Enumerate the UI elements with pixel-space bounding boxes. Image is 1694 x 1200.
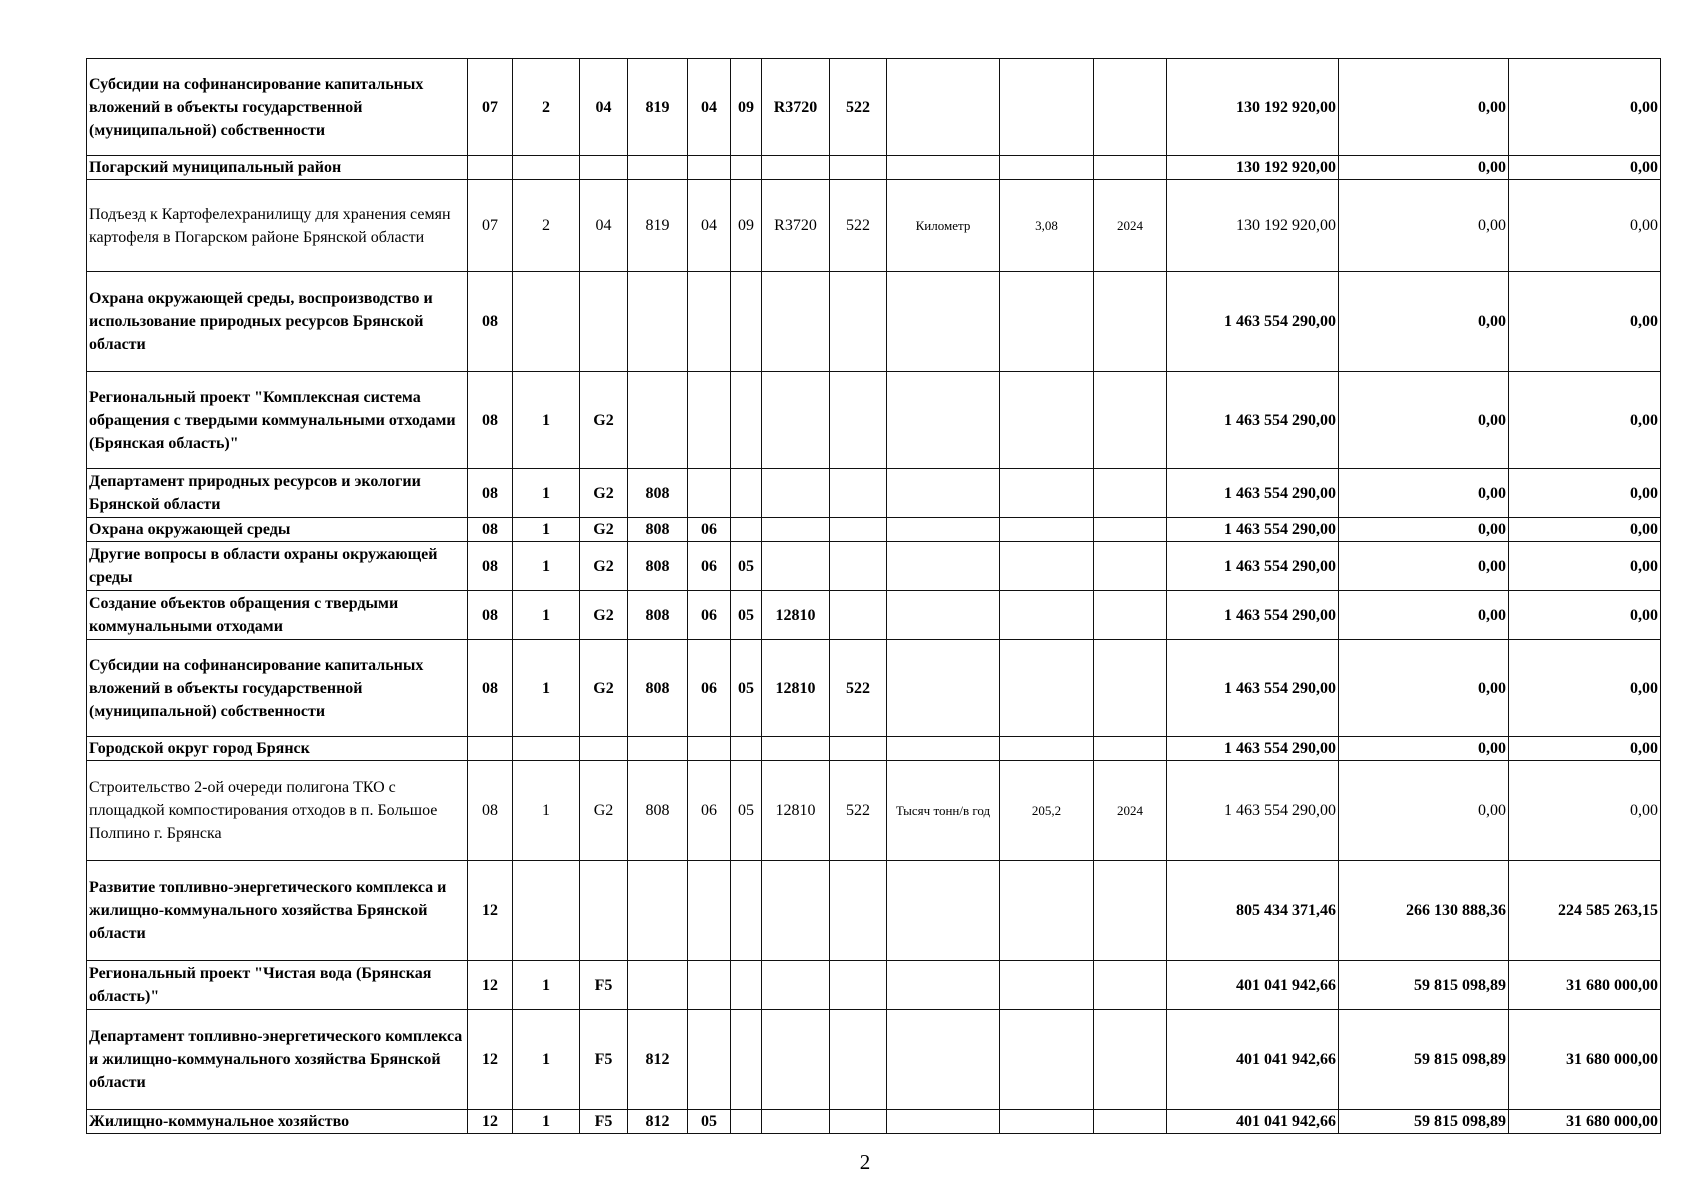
row-program: 08 xyxy=(468,542,513,591)
table-body xyxy=(87,59,1661,1134)
row-program: 12 xyxy=(468,861,513,961)
row-grbs: 808 xyxy=(628,542,688,591)
row-expense-type: 522 xyxy=(830,761,887,861)
row-target-article xyxy=(762,961,830,1010)
row-year xyxy=(1094,861,1167,961)
row-section: 04 xyxy=(688,59,731,156)
row-name: Развитие топливно-энергетического комплекса и жилищно-коммунального хозяйства Брянской области xyxy=(87,861,468,961)
row-program: 08 xyxy=(468,761,513,861)
row-section xyxy=(688,861,731,961)
row-expense-type xyxy=(830,542,887,591)
row-unit xyxy=(887,1110,1000,1134)
row-grbs: 808 xyxy=(628,469,688,518)
row-section: 06 xyxy=(688,518,731,542)
row-project: G2 xyxy=(580,542,628,591)
row-unit xyxy=(887,861,1000,961)
row-year xyxy=(1094,737,1167,761)
row-name: Городской округ город Брянск xyxy=(87,737,468,761)
row-sum-3: 0,00 xyxy=(1509,591,1661,640)
row-year xyxy=(1094,518,1167,542)
row-target-article xyxy=(762,518,830,542)
row-sum-3: 0,00 xyxy=(1509,761,1661,861)
row-sum-3: 31 680 000,00 xyxy=(1509,961,1661,1010)
row-sum-3: 0,00 xyxy=(1509,372,1661,469)
row-name: Субсидии на софинансирование капитальных вложений в объекты государственной (муниципальной) собственности xyxy=(87,640,468,737)
row-expense-type xyxy=(830,737,887,761)
row-section xyxy=(688,1010,731,1110)
row-sum-2: 0,00 xyxy=(1339,761,1509,861)
row-capacity xyxy=(1000,861,1094,961)
row-sum-2: 0,00 xyxy=(1339,737,1509,761)
row-subprogram: 1 xyxy=(513,761,580,861)
row-sum-1: 401 041 942,66 xyxy=(1167,1110,1339,1134)
row-grbs xyxy=(628,372,688,469)
row-unit xyxy=(887,156,1000,180)
row-program: 08 xyxy=(468,469,513,518)
row-year: 2024 xyxy=(1094,180,1167,272)
row-section: 06 xyxy=(688,761,731,861)
row-section: 04 xyxy=(688,180,731,272)
row-year xyxy=(1094,469,1167,518)
row-capacity: 3,08 xyxy=(1000,180,1094,272)
row-unit xyxy=(887,640,1000,737)
row-capacity xyxy=(1000,156,1094,180)
row-sum-3: 224 585 263,15 xyxy=(1509,861,1661,961)
table-row xyxy=(87,372,1661,469)
row-section: 06 xyxy=(688,591,731,640)
row-project: G2 xyxy=(580,591,628,640)
row-name: Подъезд к Картофелехранилищу для хранения семян картофеля в Погарском районе Брянской области xyxy=(87,180,468,272)
row-grbs: 819 xyxy=(628,180,688,272)
row-expense-type xyxy=(830,1110,887,1134)
row-subsection xyxy=(731,1010,762,1110)
row-subprogram: 2 xyxy=(513,59,580,156)
row-target-article: 12810 xyxy=(762,640,830,737)
row-capacity xyxy=(1000,372,1094,469)
row-subsection: 05 xyxy=(731,761,762,861)
row-sum-1: 401 041 942,66 xyxy=(1167,961,1339,1010)
row-section xyxy=(688,737,731,761)
row-subprogram: 1 xyxy=(513,518,580,542)
row-sum-2: 59 815 098,89 xyxy=(1339,1110,1509,1134)
row-expense-type xyxy=(830,518,887,542)
row-sum-2: 0,00 xyxy=(1339,518,1509,542)
row-grbs: 819 xyxy=(628,59,688,156)
row-sum-2: 0,00 xyxy=(1339,591,1509,640)
row-program: 08 xyxy=(468,591,513,640)
row-unit xyxy=(887,469,1000,518)
row-unit: Тысяч тонн/в год xyxy=(887,761,1000,861)
row-name: Погарский муниципальный район xyxy=(87,156,468,180)
row-target-article xyxy=(762,1010,830,1110)
row-subprogram: 1 xyxy=(513,372,580,469)
row-unit xyxy=(887,591,1000,640)
row-project: G2 xyxy=(580,469,628,518)
row-year xyxy=(1094,372,1167,469)
row-sum-1: 1 463 554 290,00 xyxy=(1167,737,1339,761)
row-capacity xyxy=(1000,1110,1094,1134)
row-subsection: 05 xyxy=(731,591,762,640)
row-subsection: 09 xyxy=(731,59,762,156)
row-name: Строительство 2-ой очереди полигона ТКО с площадкой компостирования отходов в п. Большое Полпино г. Брянска xyxy=(87,761,468,861)
row-subprogram: 1 xyxy=(513,1010,580,1110)
row-sum-3: 31 680 000,00 xyxy=(1509,1010,1661,1110)
row-subsection xyxy=(731,156,762,180)
row-target-article: R3720 xyxy=(762,59,830,156)
table-row xyxy=(87,761,1661,861)
row-subprogram: 1 xyxy=(513,1110,580,1134)
row-year: 2024 xyxy=(1094,761,1167,861)
row-project: F5 xyxy=(580,1110,628,1134)
row-section: 06 xyxy=(688,640,731,737)
row-project xyxy=(580,272,628,372)
table-row xyxy=(87,861,1661,961)
table-row xyxy=(87,59,1661,156)
row-capacity xyxy=(1000,272,1094,372)
row-subsection xyxy=(731,961,762,1010)
row-capacity xyxy=(1000,59,1094,156)
row-section xyxy=(688,469,731,518)
row-sum-3: 0,00 xyxy=(1509,518,1661,542)
row-program: 12 xyxy=(468,1010,513,1110)
row-sum-1: 1 463 554 290,00 xyxy=(1167,640,1339,737)
row-target-article xyxy=(762,156,830,180)
row-sum-3: 0,00 xyxy=(1509,59,1661,156)
row-subprogram: 1 xyxy=(513,591,580,640)
table-row xyxy=(87,518,1661,542)
row-sum-2: 59 815 098,89 xyxy=(1339,961,1509,1010)
row-capacity xyxy=(1000,542,1094,591)
row-year xyxy=(1094,1110,1167,1134)
table-row xyxy=(87,180,1661,272)
row-unit xyxy=(887,372,1000,469)
row-year xyxy=(1094,591,1167,640)
row-target-article: R3720 xyxy=(762,180,830,272)
row-subsection xyxy=(731,861,762,961)
budget-table xyxy=(86,58,1661,1134)
row-unit xyxy=(887,59,1000,156)
row-project: G2 xyxy=(580,372,628,469)
row-year xyxy=(1094,542,1167,591)
row-target-article xyxy=(762,372,830,469)
row-sum-2: 0,00 xyxy=(1339,180,1509,272)
row-capacity xyxy=(1000,469,1094,518)
table-row xyxy=(87,737,1661,761)
row-name: Жилищно-коммунальное хозяйство xyxy=(87,1110,468,1134)
row-project: 04 xyxy=(580,59,628,156)
row-name: Создание объектов обращения с твердыми коммунальными отходами xyxy=(87,591,468,640)
row-target-article xyxy=(762,272,830,372)
row-expense-type xyxy=(830,961,887,1010)
row-subsection xyxy=(731,372,762,469)
row-project: F5 xyxy=(580,1010,628,1110)
row-sum-3: 0,00 xyxy=(1509,542,1661,591)
row-program: 07 xyxy=(468,180,513,272)
row-sum-3: 0,00 xyxy=(1509,640,1661,737)
row-subsection xyxy=(731,518,762,542)
row-grbs: 812 xyxy=(628,1110,688,1134)
row-name: Другие вопросы в области охраны окружающей среды xyxy=(87,542,468,591)
row-project: G2 xyxy=(580,518,628,542)
row-sum-1: 1 463 554 290,00 xyxy=(1167,372,1339,469)
row-sum-2: 0,00 xyxy=(1339,469,1509,518)
row-sum-1: 130 192 920,00 xyxy=(1167,180,1339,272)
row-unit xyxy=(887,518,1000,542)
row-year xyxy=(1094,156,1167,180)
row-name: Охрана окружающей среды xyxy=(87,518,468,542)
table-row xyxy=(87,640,1661,737)
row-expense-type xyxy=(830,372,887,469)
row-subprogram: 1 xyxy=(513,640,580,737)
row-section xyxy=(688,961,731,1010)
row-subsection xyxy=(731,737,762,761)
row-project: G2 xyxy=(580,640,628,737)
row-sum-3: 0,00 xyxy=(1509,469,1661,518)
row-sum-2: 0,00 xyxy=(1339,156,1509,180)
row-unit xyxy=(887,272,1000,372)
row-sum-2: 0,00 xyxy=(1339,372,1509,469)
table-row xyxy=(87,961,1661,1010)
row-sum-2: 266 130 888,36 xyxy=(1339,861,1509,961)
row-sum-2: 0,00 xyxy=(1339,272,1509,372)
row-capacity xyxy=(1000,640,1094,737)
row-program: 08 xyxy=(468,640,513,737)
row-target-article xyxy=(762,469,830,518)
row-name: Департамент топливно-энергетического комплекса и жилищно-коммунального хозяйства Брянской области xyxy=(87,1010,468,1110)
row-subprogram: 1 xyxy=(513,542,580,591)
row-unit xyxy=(887,542,1000,591)
row-grbs: 808 xyxy=(628,591,688,640)
row-sum-2: 59 815 098,89 xyxy=(1339,1010,1509,1110)
row-program: 08 xyxy=(468,272,513,372)
row-capacity xyxy=(1000,591,1094,640)
row-grbs: 808 xyxy=(628,518,688,542)
table-row xyxy=(87,1110,1661,1134)
row-name: Департамент природных ресурсов и экологии Брянской области xyxy=(87,469,468,518)
row-section xyxy=(688,272,731,372)
table-row xyxy=(87,542,1661,591)
row-sum-1: 401 041 942,66 xyxy=(1167,1010,1339,1110)
row-project xyxy=(580,737,628,761)
row-grbs: 808 xyxy=(628,640,688,737)
row-name: Субсидии на софинансирование капитальных вложений в объекты государственной (муниципальной) собственности xyxy=(87,59,468,156)
row-program: 12 xyxy=(468,1110,513,1134)
row-subprogram: 1 xyxy=(513,469,580,518)
row-sum-2: 0,00 xyxy=(1339,59,1509,156)
row-project: 04 xyxy=(580,180,628,272)
row-unit: Километр xyxy=(887,180,1000,272)
row-expense-type: 522 xyxy=(830,59,887,156)
row-target-article: 12810 xyxy=(762,761,830,861)
row-capacity: 205,2 xyxy=(1000,761,1094,861)
row-year xyxy=(1094,1010,1167,1110)
row-target-article: 12810 xyxy=(762,591,830,640)
row-unit xyxy=(887,961,1000,1010)
table-row xyxy=(87,272,1661,372)
row-sum-1: 1 463 554 290,00 xyxy=(1167,542,1339,591)
row-project xyxy=(580,156,628,180)
table-row xyxy=(87,156,1661,180)
row-expense-type: 522 xyxy=(830,180,887,272)
row-project: G2 xyxy=(580,761,628,861)
row-grbs xyxy=(628,272,688,372)
page-number: 2 xyxy=(859,1150,871,1174)
row-year xyxy=(1094,59,1167,156)
row-sum-1: 1 463 554 290,00 xyxy=(1167,591,1339,640)
row-grbs xyxy=(628,156,688,180)
row-capacity xyxy=(1000,737,1094,761)
row-subprogram: 1 xyxy=(513,961,580,1010)
row-sum-1: 805 434 371,46 xyxy=(1167,861,1339,961)
row-capacity xyxy=(1000,961,1094,1010)
row-section xyxy=(688,156,731,180)
row-target-article xyxy=(762,1110,830,1134)
table-row xyxy=(87,469,1661,518)
row-target-article xyxy=(762,542,830,591)
row-subsection xyxy=(731,469,762,518)
row-expense-type xyxy=(830,272,887,372)
row-sum-1: 130 192 920,00 xyxy=(1167,59,1339,156)
row-program: 07 xyxy=(468,59,513,156)
row-expense-type xyxy=(830,469,887,518)
row-sum-3: 0,00 xyxy=(1509,156,1661,180)
row-program: 08 xyxy=(468,518,513,542)
row-section: 06 xyxy=(688,542,731,591)
row-expense-type xyxy=(830,591,887,640)
row-program: 12 xyxy=(468,961,513,1010)
row-sum-2: 0,00 xyxy=(1339,640,1509,737)
row-project: F5 xyxy=(580,961,628,1010)
row-program: 08 xyxy=(468,372,513,469)
row-name: Региональный проект "Чистая вода (Брянская область)" xyxy=(87,961,468,1010)
row-section: 05 xyxy=(688,1110,731,1134)
row-expense-type xyxy=(830,1010,887,1110)
row-grbs: 812 xyxy=(628,1010,688,1110)
row-name: Региональный проект "Комплексная система обращения с твердыми коммунальными отходами (Брянская область)" xyxy=(87,372,468,469)
row-subsection: 05 xyxy=(731,640,762,737)
row-grbs xyxy=(628,861,688,961)
row-sum-3: 0,00 xyxy=(1509,272,1661,372)
row-expense-type xyxy=(830,861,887,961)
row-capacity xyxy=(1000,1010,1094,1110)
row-project xyxy=(580,861,628,961)
row-year xyxy=(1094,640,1167,737)
row-capacity xyxy=(1000,518,1094,542)
row-target-article xyxy=(762,737,830,761)
row-subsection xyxy=(731,1110,762,1134)
row-sum-1: 1 463 554 290,00 xyxy=(1167,469,1339,518)
row-subprogram xyxy=(513,156,580,180)
row-year xyxy=(1094,272,1167,372)
row-subprogram xyxy=(513,737,580,761)
row-subsection: 09 xyxy=(731,180,762,272)
row-unit xyxy=(887,737,1000,761)
row-subsection: 05 xyxy=(731,542,762,591)
row-sum-1: 1 463 554 290,00 xyxy=(1167,272,1339,372)
row-expense-type: 522 xyxy=(830,640,887,737)
table-row xyxy=(87,1010,1661,1110)
row-year xyxy=(1094,961,1167,1010)
row-grbs xyxy=(628,737,688,761)
row-program xyxy=(468,156,513,180)
table-row xyxy=(87,591,1661,640)
row-section xyxy=(688,372,731,469)
row-grbs: 808 xyxy=(628,761,688,861)
row-program xyxy=(468,737,513,761)
row-name: Охрана окружающей среды, воспроизводство и использование природных ресурсов Брянской области xyxy=(87,272,468,372)
row-subprogram xyxy=(513,272,580,372)
row-subprogram: 2 xyxy=(513,180,580,272)
row-grbs xyxy=(628,961,688,1010)
row-sum-3: 0,00 xyxy=(1509,737,1661,761)
row-target-article xyxy=(762,861,830,961)
row-expense-type xyxy=(830,156,887,180)
row-sum-2: 0,00 xyxy=(1339,542,1509,591)
row-subprogram xyxy=(513,861,580,961)
row-sum-3: 31 680 000,00 xyxy=(1509,1110,1661,1134)
row-unit xyxy=(887,1010,1000,1110)
row-sum-1: 1 463 554 290,00 xyxy=(1167,761,1339,861)
row-sum-1: 1 463 554 290,00 xyxy=(1167,518,1339,542)
row-sum-3: 0,00 xyxy=(1509,180,1661,272)
row-sum-1: 130 192 920,00 xyxy=(1167,156,1339,180)
row-subsection xyxy=(731,272,762,372)
